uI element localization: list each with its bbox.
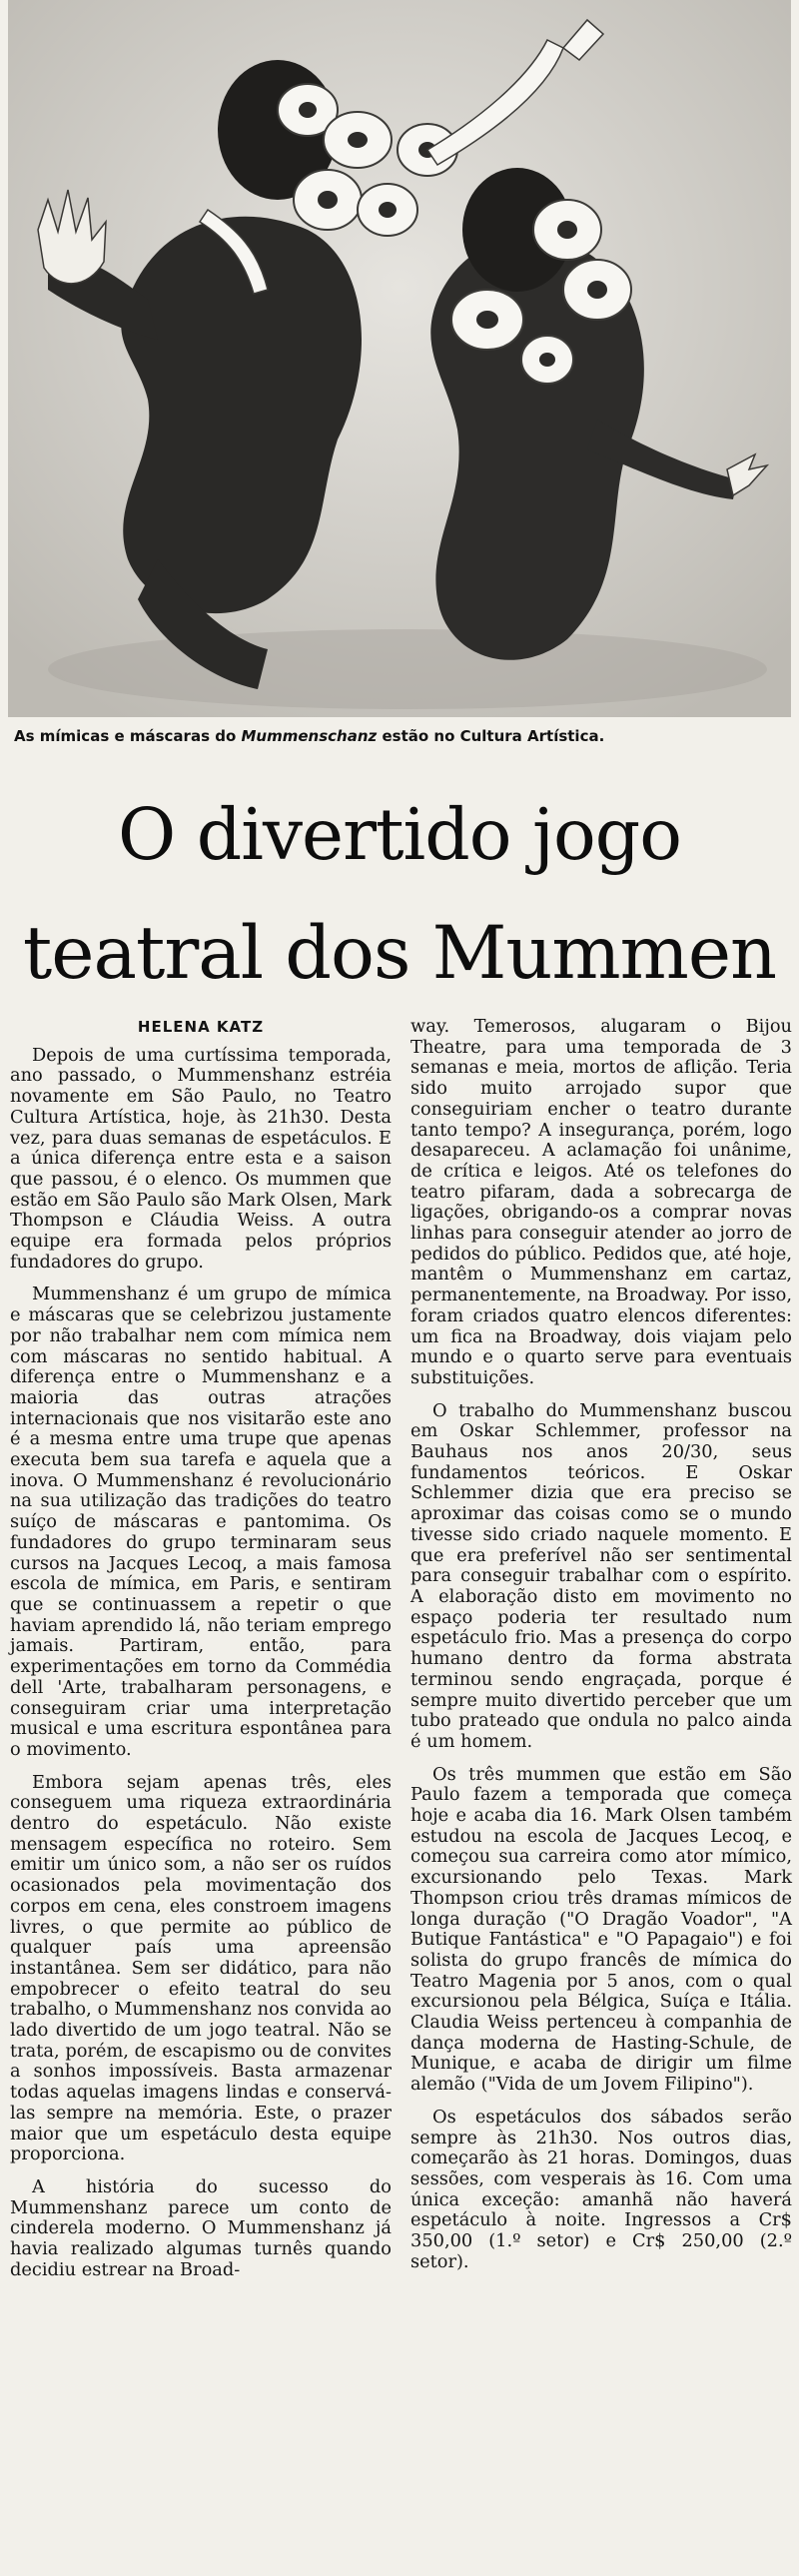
paragraph: Os três mummen que estão em São Paulo fazem a temporada que começa hoje e acaba dia 16. Mark Olsen também estudou na escola de Jacques Lecoq, e começou sua carreira como ator mímico, excursionando pelo Texas. Mark Thompson criou três dramas mímicos de longa duração ("O Dragão Voador", "A Butique Fantástica" e "O Papagaio") e foi solista do grupo francês de mímica do Teatro Magenia por 5 anos, com o qual excursionou pela Bélgica, Suíça e Itália. Claudia Weiss pertenceu à companhia de dança moderna de Hasting-Schule, de Munique, e acaba de dirigir um filme alemão ("Vida de um Jovem Filipino"). [410, 1763, 792, 2096]
byline: HELENA KATZ [137, 1018, 265, 1036]
paragraph: Os espetáculos dos sábados serão sempre às 21h30. Nos outros dias, começarão às 21 horas. Domingos, duas sessões, com vesperais às 16. Com uma única exceção: amanhã não haverá espetáculo à noite. Ingressos a Cr$ 350,00 (1.º setor) e Cr$ 250,00 (2.º setor). [410, 2106, 792, 2272]
mime-performers-image [8, 0, 791, 717]
photo-caption: As mímicas e máscaras do Mummenschanz estão no Cultura Artística. [14, 727, 605, 745]
paragraph: Mummenshanz é um grupo de mímica e máscaras que se celebrizou justamente por não trabalhar nem com mímica nem com máscaras no sentido habitual. A diferença entre o Mummenshanz e a maioria das outras atrações internacionais que nos visitarão este ano é a mesma entre uma trupe que apenas executa bem sua tarefa e aquela que a inova. O Mummenshanz é revolucionário na sua utilização das tradições do teatro suíço de máscaras e pantomima. Os fundadores do grupo terminaram seus cursos na Jacques Lecoq, a mais famosa escola de mímica, em Paris, e sentiram que se continuassem a repetir o que haviam aprendido lá, não teriam emprego jamais. Partiram, então, para experimentações em torno da Commédia dell 'Arte, trabalharam personagens, e conseguiram criar uma interpretação musical e uma escritura espontânea para o movimento. [10, 1284, 392, 1760]
paragraph: O trabalho do Mummenshanz buscou em Oskar Schlemmer, professor na Bauhaus nos anos 20/30, seus fundamentos teóricos. E Oskar Schlemmer dizia que era preciso se aproximar das coisas como se o mundo tivesse sido criado naquele momento. E que era preferível não ser sentimental para conseguir trabalhar com o espírito. A elaboração disto em movimento no espaço poderia ter resultado num espetáculo frio. Mas a presença do corpo humano dentro da forma abstrata terminou sendo engraçada, porque é sempre muito divertido perceber que um tubo prateado que ondula no palco ainda é um homem. [410, 1399, 792, 1752]
paragraph: A história do sucesso do Mummenshanz parece um conto de cinderela moderno. O Mummenshanz já havia realizado algumas turnês quando decidiu estrear na Broad- [10, 2175, 392, 2280]
headline-line-1: O divertido jogo [118, 793, 681, 876]
article-column-right [410, 1017, 792, 2284]
headline-line-2: teatral dos Mummen [22, 911, 777, 996]
paragraph: way. Temerosos, alugaram o Bijou Theatre, para uma temporada de 3 semanas e meia, mortos de aflição. Teria sido muito arrojado supor que conseguiriam encher o teatro durante tanto tempo? A insegurança, porém, logo desapareceu. A aclamação foi unânime, de crítica e leigos. Até os telefones do teatro pifaram, dada a sobrecarga de ligações, obrigando-os a comprar novas linhas para conseguir atender ao jorro de pedidos do público. Pedidos que, até hoje, mantêm o Mummenshanz em cartaz, permanentemente, na Broadway. Por isso, foram criados quatro elencos diferentes: um fica na Broadway, dois viajam pelo mundo e o quarto serve para eventuais substituições. [410, 1016, 792, 1388]
article-photo [8, 0, 791, 717]
paragraph: Depois de uma curtíssima temporada, ano passado, o Mummenshanz estréia novamente em São Paulo, no Teatro Cultura Artística, hoje, às 21h30. Desta vez, para duas semanas de espetáculos. E a única diferença entre esta e a saison que passou, é o elenco. Os mummen que estão em São Paulo são Mark Olsen, Mark Thompson e Cláudia Weiss. A outra equipe era formada pelos próprios fundadores do grupo. [10, 1044, 392, 1273]
paragraph: Embora sejam apenas três, eles conseguem uma riqueza extraordinária dentro do espetáculo. Não existe mensagem específica no roteiro. Sem emitir um único som, a não ser os ruídos ocasionados pela movimentação dos corpos em cena, eles constroem imagens livres, o que permite ao público de qualquer país uma apreensão instantânea. Sem ser didático, para não empobrecer o efeito teatral do seu trabalho, o Mummenshanz nos convida ao lado divertido de um jogo teatral. Não se trata, porém, de escapismo ou de convites a sonhos impossíveis. Basta armazenar todas aquelas imagens lindas e conservá-las sempre na memória. Este, o prazer maior que um espetáculo desta equipe proporciona. [10, 1771, 392, 2165]
article-column-left [10, 1017, 392, 2292]
